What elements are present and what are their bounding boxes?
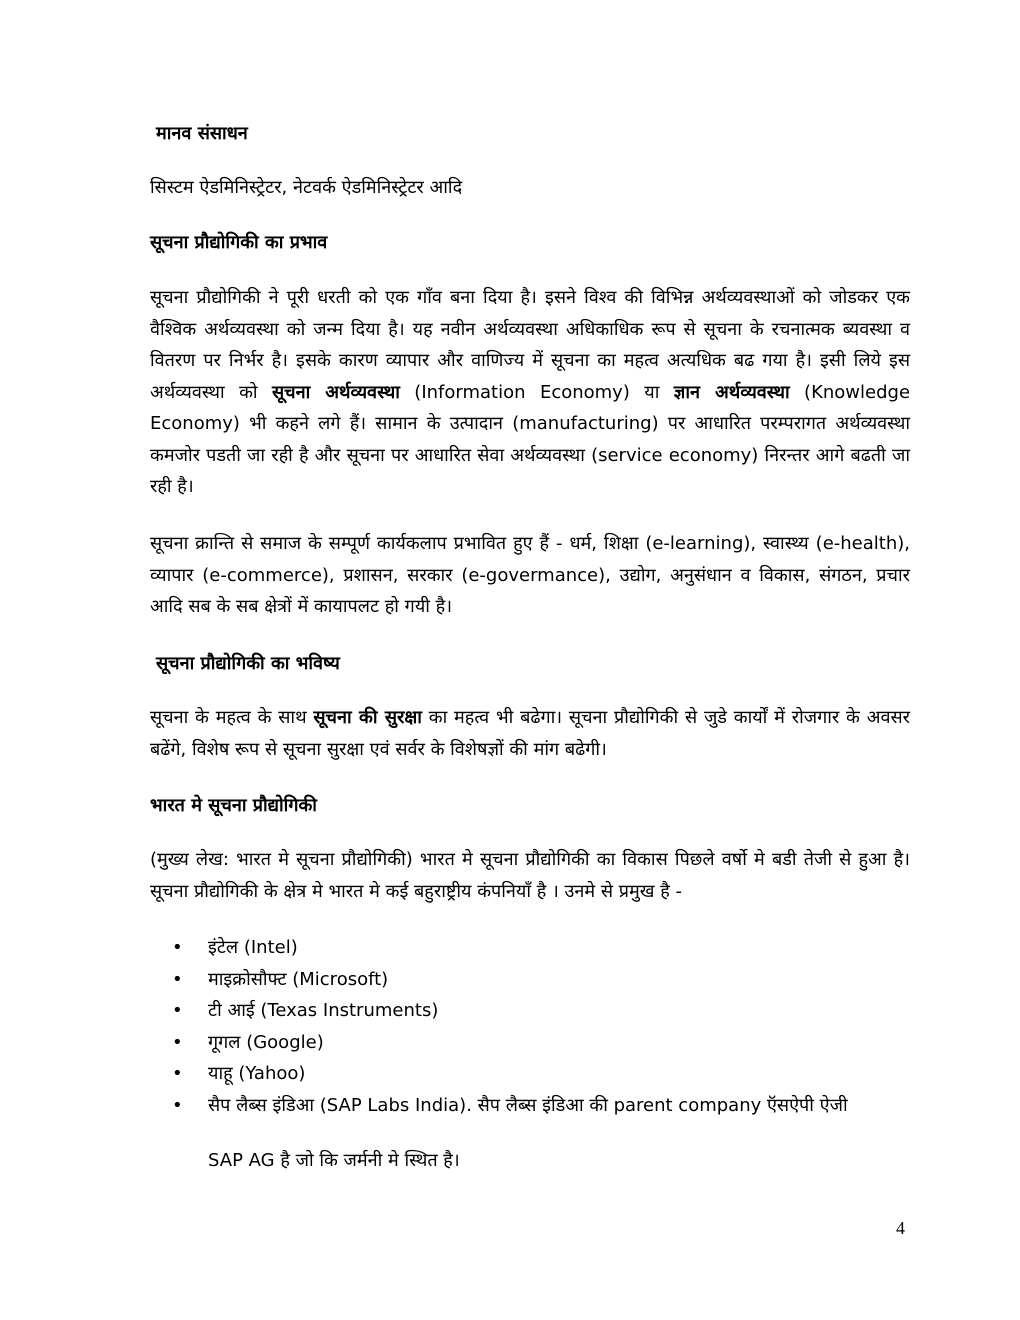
list-item	[172, 1027, 932, 1059]
list-item-text: गूगल (Google)	[208, 1031, 324, 1053]
heading-human-resources-text: मानव संसाधन	[156, 123, 248, 144]
bullet-icon: •	[172, 1000, 183, 1021]
it-impact-p1-part3: (Knowledge Economy) भी कहने लगे हैं। सामान के उत्पादान (manufacturing) पर आधारित परम्परागत अर्थव्यवस्था कमजोर पडती जा रही है और सूचना पर आधारित सेवा अर्थव्यवस्था (service economy) निरन्तर आगे बढती जा रही है।	[150, 381, 911, 497]
it-impact-p1-part1: सूचना प्रौद्योगिकी ने पूरी धरती को एक गाँव बना दिया है। इसने विश्व की विभिन्न अर्थव्यवस्थाओं को जोडकर एक वैश्विक अर्थव्यवस्था को जन्म दिया है। यह नवीन अर्थव्यवस्था अधिकाधिक रूप से सूचना के रचनात्मक ब्यवस्था व वितरण पर निर्भर है। इसके कारण व्यापार और वाणिज्य में सूचना का महत्व अत्यधिक बढ गया है। इसी लिये इस अर्थव्यवस्था को	[150, 287, 910, 403]
list-item	[172, 932, 932, 964]
it-impact-p1-part2: (Information Economy) या	[399, 381, 674, 403]
it-future-part2: का महत्व भी बढेगा। सूचना प्रौद्योगिकी से जुडे कार्यों में रोजगार के अवसर बढेंगे, विशेष रूप से सूचना सुरक्षा एवं सर्वर के विशेषज्ञों की मांग बढेगी।	[150, 707, 910, 760]
heading-it-future-text: सूचना प्रौद्योगिकी का भविष्य	[156, 653, 340, 674]
list-item	[172, 995, 932, 1027]
page-number: 4	[896, 1218, 905, 1238]
heading-it-india-text: भारत मे सूचना प्रौद्योगिकी	[150, 795, 317, 816]
knowledge-economy-term: ज्ञान अर्थव्यवस्था	[673, 381, 790, 403]
bullet-icon: •	[172, 968, 183, 990]
heading-human-resources	[156, 118, 916, 150]
sap-continuation-text: SAP AG है जो कि जर्मनी मे स्थित है।	[208, 1150, 460, 1171]
it-impact-paragraph-1	[150, 282, 910, 503]
bullet-icon: •	[172, 1063, 183, 1084]
bullet-icon: •	[172, 1031, 183, 1053]
list-item-text: सैप लैब्स इंडिआ (SAP Labs India). सैप लैब्स इंडिआ की parent company ऍसऐपी ऐजी	[208, 1094, 848, 1116]
human-resources-text: सिस्टम ऐडमिनिस्ट्रेटर, नेटवर्क ऐडमिनिस्ट्रेटर आदि	[150, 177, 463, 198]
heading-it-india	[150, 790, 910, 822]
heading-it-future	[156, 648, 916, 680]
list-item-text: याहू (Yahoo)	[208, 1063, 306, 1084]
bullet-icon: •	[172, 937, 183, 958]
it-future-paragraph	[150, 702, 910, 765]
bullet-icon: •	[172, 1094, 183, 1116]
list-item	[172, 1090, 932, 1122]
company-list	[172, 932, 932, 1121]
list-item-text: टी आई (Texas Instruments)	[208, 1000, 439, 1021]
heading-it-impact	[150, 227, 910, 259]
info-security-term: सूचना की सुरक्षा	[313, 707, 422, 728]
list-item-text: माइक्रोसौफ्ट (Microsoft)	[208, 968, 389, 990]
it-impact-paragraph-2: सूचना क्रान्ति से समाज के सम्पूर्ण कार्यकलाप प्रभावित हुए हैं - धर्म, शिक्षा (e-learning), स्वास्थ्य (e-health), व्यापार (e-commerce), प्रशासन, सरकार (e-govermance), उद्योग, अनुसंधान व विकास, संगठन, प्रचार आदि सब के सब क्षेत्रों में कायापलट हो गयी है।	[150, 533, 910, 617]
list-item-text: इंटेल (Intel)	[208, 937, 298, 958]
list-item	[172, 1058, 932, 1090]
heading-it-impact-text: सूचना प्रौद्योगिकी का प्रभाव	[150, 232, 328, 253]
list-item	[172, 964, 932, 996]
it-future-part1: सूचना के महत्व के साथ	[150, 707, 314, 728]
info-economy-term: सूचना अर्थव्यवस्था	[272, 381, 400, 403]
it-india-paragraph: (मुख्य लेख: भारत मे सूचना प्रौद्योगिकी) भारत मे सूचना प्रौद्योगिकी का विकास पिछले वर्षो मे बडी तेजी से हुआ है। सूचना प्रौद्योगिकी के क्षेत्र मे भारत मे कई बहुराष्ट्रीय कंपनियाँ है । उनमे से प्रमुख है -	[150, 849, 910, 902]
